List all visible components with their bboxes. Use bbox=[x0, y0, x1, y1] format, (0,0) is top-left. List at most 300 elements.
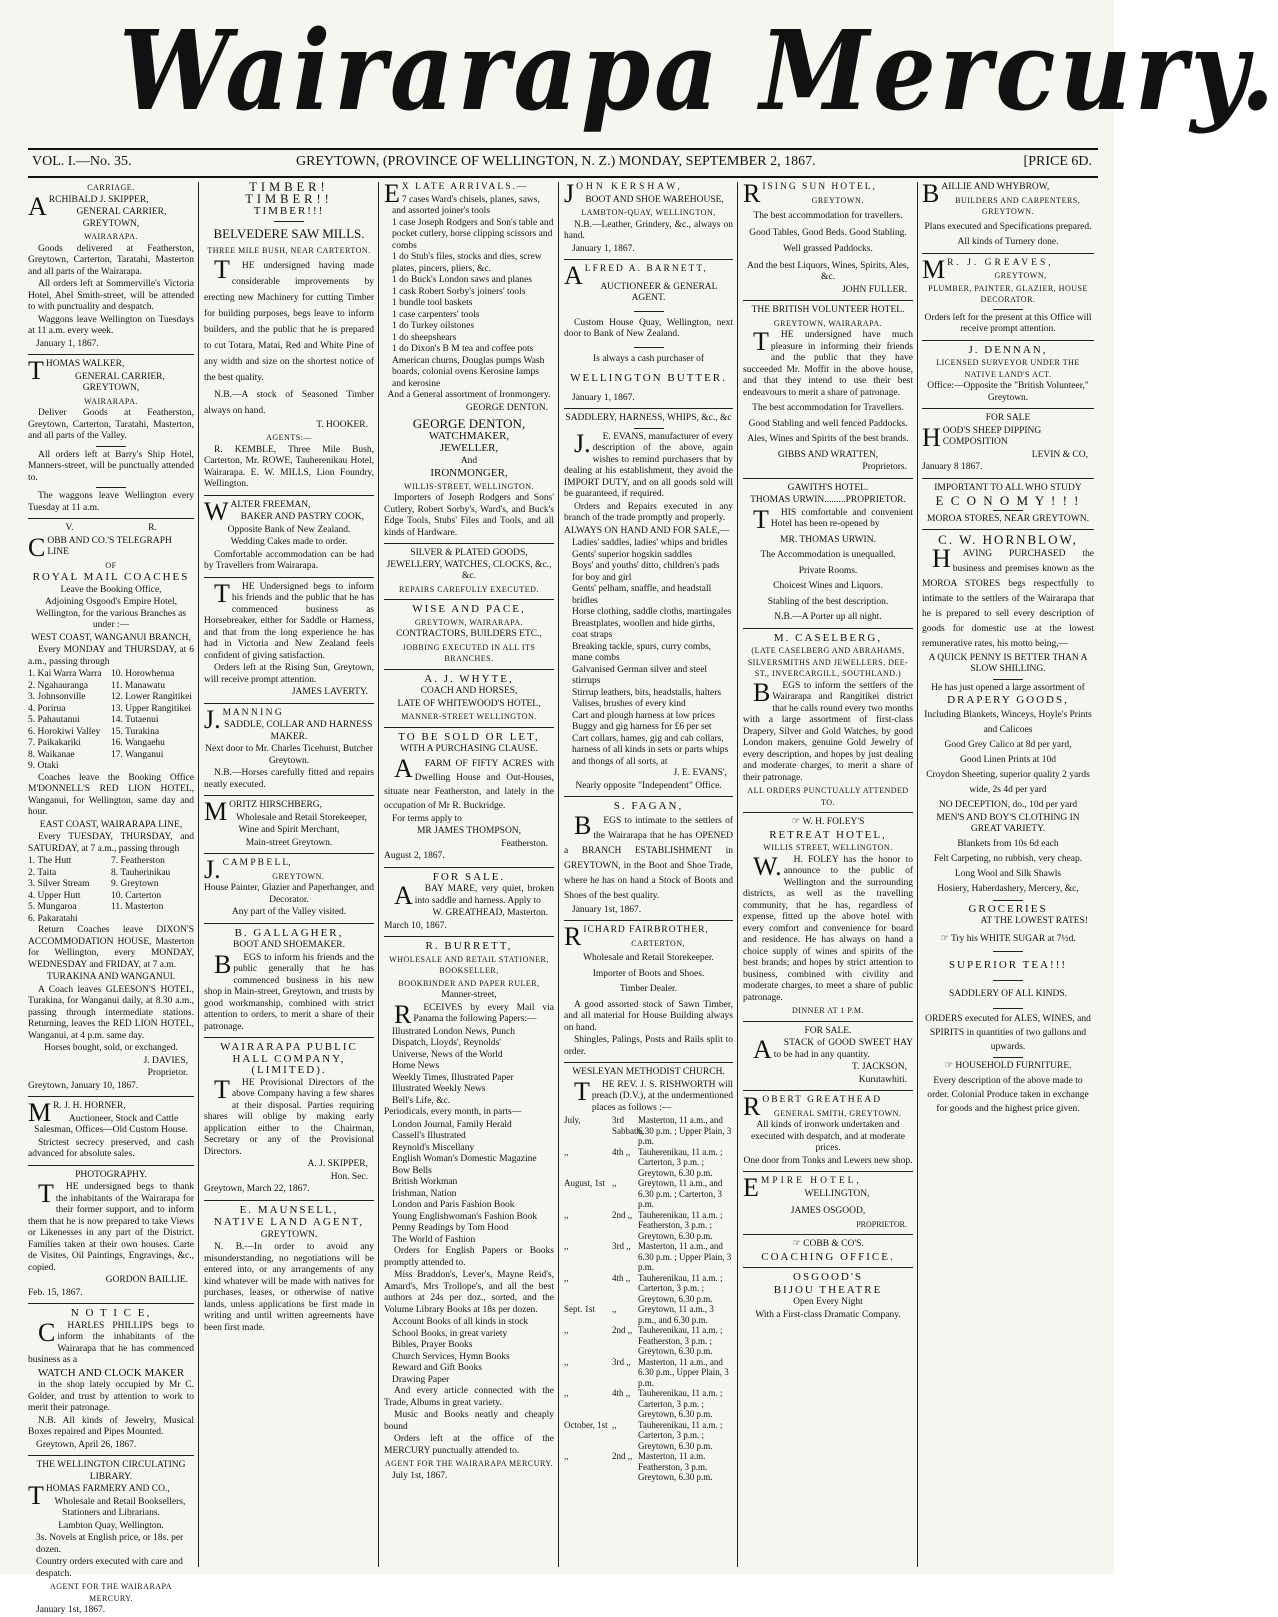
ad-title: BELVEDERE SAW MILLS. bbox=[213, 225, 365, 241]
ad-line: WATCHMAKER, bbox=[428, 429, 510, 442]
separator bbox=[28, 354, 194, 355]
ad-text: Main-street Greytown. bbox=[245, 837, 333, 848]
ad-text: T HIS comfortable and convenient Hotel has been re-opened by bbox=[753, 504, 913, 534]
ad-text: Return Coaches leave DIXON'S ACCOMMODATION HOUSE, Masterton for Wellington, every MONDAY, WEDNESDAY and FRIDAY, at 7 a.m. bbox=[28, 925, 194, 970]
separator bbox=[564, 1062, 733, 1063]
schedule-row bbox=[564, 1388, 733, 1420]
separator bbox=[28, 1455, 194, 1456]
ad-text bbox=[922, 934, 1094, 946]
schedule-row bbox=[564, 1115, 733, 1147]
body-text: STACK of GOOD SWEET HAY to be had in any quantity. bbox=[773, 1038, 913, 1060]
ad-text: Next door to Mr. Charles Ticehurst, Butcher Greytown. bbox=[205, 744, 373, 766]
ad-date: Greytown, March 22, 1867. bbox=[204, 1184, 310, 1194]
stop-item: 5. Pahautanui bbox=[28, 715, 80, 725]
body-text: ECEIVES by every Mail via Panama the following Papers:— bbox=[413, 1002, 554, 1024]
ad-sub: RETREAT HOTEL, bbox=[769, 828, 887, 841]
ad-text: JOBBING EXECUTED IN ALL ITS BRANCHES. bbox=[402, 642, 536, 663]
schedule-row bbox=[564, 1178, 733, 1210]
ad-signature: Hon. Sec. bbox=[330, 1171, 368, 1182]
column-5 bbox=[743, 179, 913, 1567]
ad-heading: FOR SALE. bbox=[432, 870, 506, 883]
ad-heading: FOR SALE bbox=[985, 413, 1031, 423]
ad-text: Orders left at the Rising Sun, Greytown, will receive prompt attention. bbox=[204, 663, 374, 685]
saddlery-item: Horse clothing, saddle cloths, martingales bbox=[572, 607, 732, 617]
column-6 bbox=[922, 179, 1094, 1567]
stock-list bbox=[384, 1317, 554, 1386]
stop-item: 10. Horowhenua bbox=[111, 669, 175, 679]
ad-text: W. H. FOLEY has the honor to announce to the public of Wellington and the surrounding districts, as well as the travelling community, that he has, regardless of expense, fitted up the above hotel with every comfort and convenience for board and residence. He has always on hand a choice supply of wines and spirits of the best brands; and hopes by strict attention to business, combined with civility and moderate charges, to meet a share of public patronage. bbox=[743, 851, 913, 1003]
ad-heading: TO BE SOLD OR LET, bbox=[398, 730, 540, 743]
ad-sub: BOOT AND SHOE WAREHOUSE, bbox=[585, 194, 724, 205]
ad-text: Strictest secrecy preserved, and cash advanced for absolute sales. bbox=[28, 1137, 194, 1159]
name-text: R. J. H. HORNER, bbox=[53, 1101, 126, 1111]
separator bbox=[204, 1037, 374, 1038]
schedule-cell: 3rd ,, bbox=[612, 1356, 631, 1367]
schedule-cell: Sept. 1st bbox=[564, 1304, 596, 1314]
ad-date: Greytown, April 26, 1867. bbox=[36, 1439, 137, 1450]
stops-list bbox=[28, 856, 194, 925]
hand-icon: ☞ bbox=[792, 1239, 804, 1249]
ad-dennan bbox=[922, 345, 1094, 405]
ad-name: BAILLIE AND WHYBROW, bbox=[922, 179, 1050, 208]
ad-line: JEWELLER, bbox=[439, 442, 499, 454]
ad-name: EMPIRE HOTEL, bbox=[743, 1173, 862, 1202]
stops-left bbox=[28, 669, 111, 773]
schedule-cell: ,, bbox=[612, 1419, 617, 1430]
ad-text: A FARM OF FIFTY ACRES with Dwelling House and Out-Houses, situate near Featherston, and lately in the occupation of Mr R. Buckridge. bbox=[384, 753, 554, 811]
ad-text: Music and Books neatly and cheaply bound bbox=[384, 1410, 554, 1432]
stops-left bbox=[28, 856, 111, 925]
ad-sub: LATE OF WHITEWOOD'S HOTEL, bbox=[397, 698, 541, 709]
ad-date: January 1, 1867. bbox=[36, 338, 99, 349]
ad-agent: AGENT FOR THE WAIRARAPA MERCURY. bbox=[49, 1582, 173, 1603]
ad-sub: CONTRACTORS, BUILDERS ETC., bbox=[396, 629, 542, 639]
stock-item: Account Books of all kinds in stock bbox=[392, 1317, 529, 1327]
ad-name: WALTER FREEMAN, bbox=[204, 496, 311, 526]
volume-number: VOL. I.—No. 35. bbox=[32, 154, 132, 169]
ad-big: WATCH AND CLOCK MAKER bbox=[37, 1366, 185, 1379]
ad-text: R ECEIVES by every Mail via Panama the following Papers:— bbox=[394, 999, 554, 1029]
schedule-cell: Greytown, 11 a.m., and 6.30 p.m. ; Carterton, 3 p.m. bbox=[638, 1178, 723, 1209]
schedule-cell: Greytown, 11 a.m., 3 p.m., and 6.30 p.m. bbox=[638, 1304, 714, 1325]
periodical-item: The World of Fashion bbox=[392, 1234, 476, 1245]
ad-signature: T. JACKSON, bbox=[852, 1062, 907, 1072]
ad-text: DINNER AT 1 P.M. bbox=[791, 1006, 865, 1015]
ad-sub: PLUMBER, PAINTER, GLAZIER, HOUSE DECORATOR. bbox=[928, 283, 1088, 304]
body-text: AVING PURCHASED the business and premises known as the MOROA STORES begs respectfully to intimate to the settlers of the Wairarapa that he is prepared to sell every description of goods for domestic use at the lowest remunerative rates, his motto being,— bbox=[922, 548, 1094, 649]
saddlery-item: Ladies' saddles, ladies' whips and bridles bbox=[572, 538, 728, 548]
ad-text: All kinds of Turnery done. bbox=[957, 237, 1059, 247]
separator bbox=[384, 599, 554, 600]
ad-text: A BAY MARE, very quiet, broken into saddle and harness. Apply to bbox=[394, 881, 554, 910]
ad-place: GREYTOWN, WAIRARAPA. bbox=[773, 318, 883, 328]
ad-text: He has just opened a large assortment of bbox=[931, 682, 1085, 693]
column-rule bbox=[558, 182, 559, 1567]
ad-name: S. FAGAN, bbox=[613, 800, 684, 812]
arrival-item: 1 do Buck's London saws and planes bbox=[392, 275, 532, 285]
ad-text: Custom House Quay, Wellington, next door to Bank of New Zealand. bbox=[564, 317, 733, 339]
ad-text: Nearly opposite "Independent" Office. bbox=[575, 780, 722, 791]
schedule-row bbox=[564, 1304, 733, 1325]
stop-item: 8. Tauherinikau bbox=[111, 867, 171, 878]
stop-item: 1. The Hutt bbox=[28, 856, 72, 866]
ad-horner bbox=[28, 1098, 194, 1161]
short-rule bbox=[993, 951, 1023, 952]
ad-text: Good Tables, Good Beds. Good Stabling. bbox=[749, 227, 907, 238]
stop-item: 7. Featherston bbox=[111, 856, 165, 866]
ad-line: IRONMONGER, bbox=[430, 467, 508, 479]
stop-item: 6. Pakaratahi bbox=[28, 913, 78, 924]
ad-text: Shingles, Palings, Posts and Rails split to order. bbox=[564, 1035, 733, 1057]
ad-sub: AUCTIONEER & GENERAL AGENT. bbox=[600, 281, 718, 303]
ad-hay bbox=[743, 1026, 913, 1087]
ad-text: Comfortable accommodation can be had by Travellers from Wairarapa. bbox=[204, 549, 374, 571]
short-rule bbox=[96, 446, 126, 447]
schedule-row bbox=[564, 1273, 733, 1305]
separator bbox=[564, 920, 733, 921]
ad-heading bbox=[743, 1239, 913, 1251]
ad-signature: JAMES LAVERTY. bbox=[291, 687, 368, 697]
ad-text: Is always a cash purchaser of bbox=[592, 353, 705, 364]
ad-sub: NATIVE LAND AGENT, bbox=[213, 1216, 365, 1228]
ad-text: Wedding Cakes made to order. bbox=[230, 537, 348, 547]
ad-text: Office:—Opposite the "British Volunteer," Greytown. bbox=[927, 381, 1089, 403]
ad-text: Plans executed and Specifications prepared. bbox=[924, 221, 1092, 232]
ad-place: WAIRARAPA. bbox=[84, 396, 138, 406]
name-text: ALTER FREEMAN, bbox=[230, 499, 311, 510]
ad-hirschberg bbox=[204, 797, 374, 849]
schedule-cell: ,, bbox=[564, 1241, 569, 1251]
ad-text: B EGS to inform his friends and the public generally that he has commenced business in his new shop in Main-street, Greytown, and trusts by good workmanship, combined with strict attention to orders, to merit a share of their patronage. bbox=[204, 949, 374, 1032]
ad-text: Timber Dealer. bbox=[619, 984, 678, 994]
ad-place: Manner-street, bbox=[441, 990, 497, 1000]
ad-name: ARCHIBALD J. SKIPPER, bbox=[28, 191, 149, 221]
ad-name: ALFRED A. BARNETT, bbox=[564, 261, 708, 290]
ad-sub: BAKER AND PASTRY COOK, bbox=[240, 512, 364, 522]
schedule-row bbox=[564, 1357, 733, 1389]
separator bbox=[204, 853, 374, 854]
schedule-cell: 4th ,, bbox=[612, 1272, 631, 1283]
name-text: ORITZ HIRSCHBERG, bbox=[229, 800, 323, 810]
ad-heading: TIMBER! TIMBER!! bbox=[245, 180, 333, 206]
body-text: HE undersigned having made considerable improvements by erecting new Machinery for cutting Timber for building purposes, begs leave to inform builders, and the public that he is prepared to cut Totara, Matai, Red and White Pine of any width and size on the shortest notice of the best quality. bbox=[204, 260, 374, 383]
name-text: RCHIBALD J. SKIPPER, bbox=[48, 194, 149, 205]
ad-manning bbox=[204, 704, 374, 792]
ad-heading: E X LATE ARRIVALS.— bbox=[384, 179, 529, 208]
ad-name: ROBERT GREATHEAD bbox=[743, 1092, 883, 1121]
periodicals-list bbox=[384, 1120, 554, 1247]
column-rule bbox=[378, 182, 379, 1567]
periodical-item: Irishman, Nation bbox=[392, 1188, 457, 1199]
arrival-item: 1 do sheepshears bbox=[392, 332, 457, 343]
schedule-cell: Masterton, 11 a.m. Featherston, 3 p.m. Greytown, 6.30 p.m. bbox=[638, 1451, 713, 1482]
ad-place: WAIRARAPA. bbox=[84, 232, 138, 241]
ad-place: WILLIS-STREET, WELLINGTON. bbox=[403, 481, 535, 491]
ad-place: Kurutawhiti. bbox=[858, 1074, 907, 1085]
stops-right bbox=[111, 669, 194, 773]
ad-skipper bbox=[28, 182, 194, 350]
stop-item: 11. Masterton bbox=[111, 902, 164, 912]
ad-text: T HE Undersigned begs to inform his friends and the public that he has commenced business as Horsebreaker, either for Saddle or Harness, and that from the long experience he has had in Victoria and New Zealand feels confident of giving satisfaction. bbox=[204, 578, 374, 661]
ad-heading: N O T I C E, bbox=[70, 1307, 152, 1319]
ad-text: And a General assortment of Ironmongery. bbox=[387, 390, 551, 400]
ad-cobb-office bbox=[743, 1239, 913, 1263]
column-2 bbox=[204, 182, 374, 1567]
ad-heading: SADDLERY, HARNESS, WHIPS, &c., &c bbox=[565, 413, 732, 423]
ad-wesleyan bbox=[564, 1067, 733, 1483]
name-text: OBERT GREATHEAD bbox=[762, 1095, 883, 1105]
ad-name: COBB AND CO.'S TELEGRAPH LINE bbox=[28, 532, 172, 562]
paper-item: Universe, News of the World bbox=[392, 1049, 503, 1060]
drapery-item: Including Blankets, Winceys, Hoyle's Prints and Calicoes bbox=[924, 709, 1092, 735]
ad-farm bbox=[384, 732, 554, 863]
ad-text: N.B.—Leather, Grindery, &c., always on hand. bbox=[564, 219, 733, 241]
schedule-row bbox=[564, 1147, 733, 1179]
cipher-v: V. bbox=[65, 523, 74, 533]
ad-hornblow bbox=[922, 534, 1094, 1116]
stop-item: 4. Upper Hutt bbox=[28, 890, 81, 901]
schedule-row bbox=[564, 1420, 733, 1452]
ad-signature: T. HOOKER. bbox=[316, 419, 368, 430]
ad-text: ALL ORDERS PUNCTUALLY ATTENDED TO. bbox=[747, 786, 909, 807]
ad-bay-mare bbox=[384, 872, 554, 933]
body-text: HIS comfortable and convenient Hotel has been re-opened by bbox=[770, 507, 913, 529]
ad-signature: PROPRIETOR. bbox=[856, 1219, 907, 1229]
schedule-cell: Tauherenikau, 11 a.m. ; Carterton, 3 p.m. ; Greytown, 6.30 p.m. bbox=[638, 1272, 723, 1304]
ad-heading: PHOTOGRAPHY. bbox=[75, 1169, 147, 1180]
periodical-item: London and Paris Fashion Book bbox=[392, 1200, 515, 1210]
periodical-item: Penny Readings by Tom Hood bbox=[392, 1223, 509, 1233]
ad-text: Importers of Joseph Rodgers and Sons' Cutlery, Robert Sorby's, Ward's, and Buck's Edge Tools, Stubs' Files and Tools, and all kinds of Hardware. bbox=[384, 493, 554, 538]
schedule-cell: ,, bbox=[564, 1451, 569, 1461]
schedule-row bbox=[564, 1210, 733, 1242]
ad-name: RISING SUN HOTEL, bbox=[743, 179, 877, 208]
ad-heading: CARRIAGE. bbox=[87, 183, 135, 192]
ad-signature: Proprietor. bbox=[147, 1068, 188, 1078]
stop-item: 16. Wangaehu bbox=[111, 738, 165, 748]
body-text: OOD'S SHEEP DIPPING COMPOSITION bbox=[942, 425, 1042, 447]
short-rule bbox=[634, 347, 664, 348]
ad-text: Private Rooms. bbox=[798, 565, 858, 576]
saddlery-item: Breaking tackle, spurs, curry combs, mane combs bbox=[572, 641, 712, 663]
ad-gawith bbox=[743, 483, 913, 624]
ad-text: Goods delivered at Featherston, Greytown, Carterton, Taratahi, Masterton and all parts of the Wairarapa. bbox=[28, 243, 194, 277]
ad-place: MANNER-STREET WELLINGTON. bbox=[401, 712, 537, 721]
separator bbox=[28, 1096, 194, 1097]
stop-item: 4. Porirua bbox=[28, 703, 66, 714]
arrival-item: 1 do Dixon's B M tea and coffee pots American churns, Douglas pumps Wash boards, colonial ovens Kerosine lamps and kerosine bbox=[392, 344, 545, 389]
separator bbox=[384, 669, 554, 670]
periodical-item: Reynold's Miscellany bbox=[392, 1142, 475, 1153]
stop-item: 3. Silver Stream bbox=[28, 879, 90, 889]
ad-text: Orders and Repairs executed in any branch of the trade promptly and properly. bbox=[564, 501, 733, 523]
ad-text: HOOD'S SHEEP DIPPING COMPOSITION bbox=[922, 422, 1042, 452]
ad-place: THREE MILE BUSH, NEAR CARTERTON. bbox=[207, 246, 371, 255]
stop-item: 8. Waikanae bbox=[28, 749, 75, 760]
schedule-cell: 4th ,, bbox=[612, 1146, 631, 1157]
ad-place: LAMBTON-QUAY, WELLINGTON, bbox=[581, 208, 716, 217]
ad-text: The best accommodation for travellers. bbox=[753, 211, 903, 221]
ad-agents: AGENTS:— bbox=[266, 433, 312, 442]
stock-item: School Books, in great variety bbox=[392, 1328, 508, 1339]
ad-tea: SUPERIOR TEA!!! bbox=[948, 959, 1068, 971]
ad-name: THOMAS WALKER, bbox=[28, 356, 125, 385]
arrival-item: 1 do Stub's files, stocks and dies, screw plates, pincers, pliers, &c. bbox=[392, 252, 542, 274]
ad-sub: WHOLESALE AND RETAIL STATIONER, BOOKSELLER, bbox=[389, 954, 549, 975]
preaching-schedule bbox=[564, 1115, 733, 1483]
body-text: FARM OF FIFTY ACRES with Dwelling House and Out-Houses, situate near Featherston, and lately in the occupation of Mr R. Buckridge. bbox=[384, 758, 554, 811]
ad-heading: GAWITH'S HOTEL. bbox=[787, 482, 869, 493]
name-text: M A N N I N G bbox=[222, 707, 282, 718]
ad-date: Feb. 15, 1867. bbox=[28, 1287, 83, 1298]
ad-place: GREYTOWN, bbox=[994, 271, 1047, 280]
hand-icon: ☞ bbox=[944, 1061, 956, 1071]
ad-campbell bbox=[204, 855, 374, 919]
ad-greaves bbox=[922, 254, 1094, 336]
name-text: R. J. GREAVES, bbox=[947, 257, 1054, 268]
price: [PRICE 6D. bbox=[1023, 154, 1092, 169]
ad-text: T HE undersigned have much pleasure in informing their friends and the public that they have succeeded Mr. Moffit in the above house, and that they intend to use their best endeavours to merit a share of patronage. bbox=[743, 327, 913, 398]
ad-line: And bbox=[460, 455, 478, 466]
short-rule bbox=[634, 311, 664, 312]
stop-item: 11. Manawatu bbox=[111, 680, 165, 691]
ad-place: WILLIS STREET, WELLINGTON. bbox=[763, 843, 893, 852]
separator bbox=[204, 1200, 374, 1201]
clothing-item: Blankets from 10s 6d each bbox=[957, 838, 1059, 849]
ad-heading: FOR SALE. bbox=[804, 1025, 852, 1036]
separator bbox=[204, 923, 374, 924]
ad-heading bbox=[743, 817, 913, 829]
saddlery-item: Galvanised German silver and steel stirrups bbox=[572, 664, 708, 686]
ad-place: GENERAL SMITH, GREYTOWN. bbox=[773, 1108, 902, 1118]
separator bbox=[28, 1303, 194, 1304]
ad-text: Wine and Spirit Merchant, bbox=[238, 825, 340, 835]
ad-text: House Painter, Glazier and Paperhanger, and Decorator. bbox=[204, 883, 374, 905]
ad-text: Well grassed Paddocks. bbox=[783, 244, 873, 254]
ad-big: DRAPERY GOODS, bbox=[947, 694, 1069, 706]
ad-sub: BOOKBINDER AND PAPER RULER, bbox=[398, 978, 540, 988]
ad-text: The best accommodation for Travellers. bbox=[752, 403, 904, 413]
paper-item: Bell's Life, &c. bbox=[392, 1095, 451, 1106]
ad-text: Deliver Goods at Featherston, Greytown, Carterton, Taratahi, Masterton, and all parts of the Valley. bbox=[28, 408, 194, 441]
ad-heading: WESLEYAN METHODIST CHURCH. bbox=[572, 1067, 725, 1077]
ad-place: GREYTOWN. bbox=[260, 1229, 318, 1240]
ad-text: A STACK of GOOD SWEET HAY to be had in any quantity. bbox=[753, 1035, 913, 1064]
separator bbox=[922, 529, 1094, 530]
short-rule bbox=[993, 1008, 1023, 1009]
ad-text: Importer of Boots and Shoes. bbox=[592, 968, 705, 979]
body-text: HE Undersigned begs to inform his friends and the public that he has commenced business as Horsebreaker, either for Saddle or Harness, and that from the long experience he has had in Victoria and New Zealand feels confident of giving satisfaction. bbox=[204, 581, 374, 661]
ad-heading: IMPORTANT TO ALL WHO STUDY bbox=[934, 482, 1082, 493]
ad-fairbrother bbox=[564, 922, 733, 1058]
schedule-cell: ,, bbox=[564, 1356, 569, 1367]
ad-fagan bbox=[564, 801, 733, 916]
ad-text: The waggons leave Wellington every Tuesday at 11 a.m. bbox=[28, 491, 194, 513]
paper-item: Illustrated London News, Punch bbox=[392, 1026, 515, 1037]
ad-signature: J. E. EVANS', bbox=[673, 768, 727, 778]
short-rule bbox=[993, 980, 1023, 981]
ad-name: A. J. WHYTE, bbox=[424, 672, 514, 685]
arrival-item: 1 bundle tool baskets bbox=[392, 298, 473, 308]
drapery-item: NO DECEPTION, do., 10d per yard bbox=[938, 799, 1078, 810]
ad-text: Ales, Wines and Spirits of the best brands. bbox=[747, 434, 909, 444]
stop-item: 2. Taita bbox=[28, 867, 57, 878]
paper-item: Home News bbox=[392, 1061, 440, 1071]
saddlery-list bbox=[564, 538, 733, 768]
ad-heading: TIMBER!!! bbox=[253, 205, 325, 217]
ad-british-volunteer bbox=[743, 305, 913, 474]
ad-text: Orders left at the office of the MERCURY punctually attended to. bbox=[384, 1434, 554, 1456]
ad-sub: ROYAL MAIL COACHES bbox=[32, 571, 190, 583]
ad-big: E C O N O M Y ! ! ! bbox=[935, 493, 1081, 508]
ad-sub: LICENSED SURVEYOR UNDER THE NATIVE LAND'S ACT. bbox=[936, 358, 1080, 379]
ad-name: R. BURRETT, bbox=[425, 940, 513, 952]
periodical-item: Bow Bells bbox=[392, 1165, 432, 1176]
ad-signature: W. GREATHEAD, Masterton. bbox=[432, 908, 548, 918]
ad-freeman bbox=[204, 496, 374, 573]
ad-greathead bbox=[743, 1092, 913, 1167]
short-rule bbox=[993, 309, 1023, 310]
ad-kershaw bbox=[564, 179, 733, 255]
royal-cipher bbox=[28, 523, 194, 535]
ad-text: Stabling of the best description. bbox=[767, 596, 889, 607]
ad-text: T HE Provisional Directors of the above Company having a few shares at their disposal. Parties requiring shares will oblige by making early application either to the Chairman, Secretary or any of the Provisional Directors. bbox=[204, 1074, 374, 1157]
short-rule bbox=[634, 428, 664, 429]
periodical-item: British Workman bbox=[392, 1177, 458, 1187]
ad-sub: GENERAL CARRIER, GREYTOWN, bbox=[76, 207, 167, 229]
ad-text: Every MONDAY and THURSDAY, at 6 a.m., passing through bbox=[28, 645, 194, 667]
ad-text: J. E. EVANS, manufacturer of every description of the above, again wishes to remind purchasers that by dealing at his establishment, they avoid the IMPORT DUTY, and on all goods sold will be guaranteed, if required. bbox=[564, 428, 733, 499]
ad-signature: JAMES OSGOOD, bbox=[790, 1206, 866, 1216]
schedule-row bbox=[564, 1241, 733, 1273]
body-text: EGS to inform the settlers of the Wairarapa and Rangitikei district that he calls round every two months with a large assortment of first-class Drapery, Silver and Gold Watches, by good London makers, genuine Gold Jewelry of every description, and hopes by just dealing and moderate charges, to merit a share of their patronage. bbox=[743, 680, 913, 783]
name-text: HOMAS WALKER, bbox=[45, 359, 125, 369]
saddlery-item: Stirrup leathers, bits, headstalls, halters bbox=[572, 687, 722, 698]
ad-public-hall bbox=[204, 1042, 374, 1196]
ad-date: March 10, 1867. bbox=[384, 920, 447, 931]
ad-text: Country orders executed with care and despatch. bbox=[36, 1557, 183, 1579]
schedule-cell: 4th ,, bbox=[612, 1388, 631, 1398]
stop-item: 6. Horokiwi Valley bbox=[28, 726, 101, 737]
name-text: HOMAS FARMERY AND CO., bbox=[45, 1484, 170, 1494]
body-text: HE Provisional Directors of the above Company having a few shares at their disposal. Parties requiring shares will oblige by making early application either to the Chairman, Secretary or any of the Provisional Directors. bbox=[204, 1077, 374, 1157]
saddlery-item: Gents' superior hogskin saddles bbox=[572, 549, 693, 560]
separator bbox=[743, 1267, 913, 1268]
ad-place: CARTERTON, bbox=[631, 938, 686, 948]
periodical-item: Cassell's Illustrated bbox=[392, 1131, 466, 1141]
ad-sub: SADDLE, COLLAR AND HARNESS MAKER. bbox=[224, 720, 373, 742]
dateline bbox=[28, 148, 1098, 178]
ad-baillie-whybrow bbox=[922, 179, 1094, 249]
arrival-item: 1 case Joseph Rodgers and Son's table and pocket cutlery, horse clipping scissors and combs bbox=[392, 217, 554, 251]
ad-text: Auctioneer, Stock and Cattle Salesman, Offices—Old Custom House. bbox=[34, 1113, 188, 1135]
ad-burrett bbox=[384, 941, 554, 1482]
separator bbox=[743, 1171, 913, 1172]
ad-date: August 2, 1867. bbox=[384, 851, 445, 861]
ad-name: C. W. HORNBLOW, bbox=[938, 532, 1078, 547]
ad-name: THOMAS FARMERY AND CO., bbox=[28, 1481, 170, 1510]
ad-sheep-dip bbox=[922, 413, 1094, 474]
ad-text: T HE REV. J. S. RISHWORTH will preach (D.V.), at the undermentioned places as follows :— bbox=[574, 1076, 733, 1113]
drapery-item: Good Linen Prints at 10d bbox=[959, 754, 1057, 765]
ad-text: Adjoining Osgood's Empire Hotel, Wellington, for the various Branches as under :— bbox=[35, 597, 187, 630]
ad-barnett bbox=[564, 261, 733, 404]
ad-text: Horses bought, sold, or exchanged. bbox=[44, 1043, 178, 1053]
short-rule bbox=[96, 487, 126, 488]
ad-signature: GIBBS AND WRATTEN, bbox=[777, 449, 879, 460]
schedule-cell: ,, bbox=[612, 1178, 617, 1188]
ad-name: E. MAUNSELL, bbox=[239, 1203, 339, 1216]
